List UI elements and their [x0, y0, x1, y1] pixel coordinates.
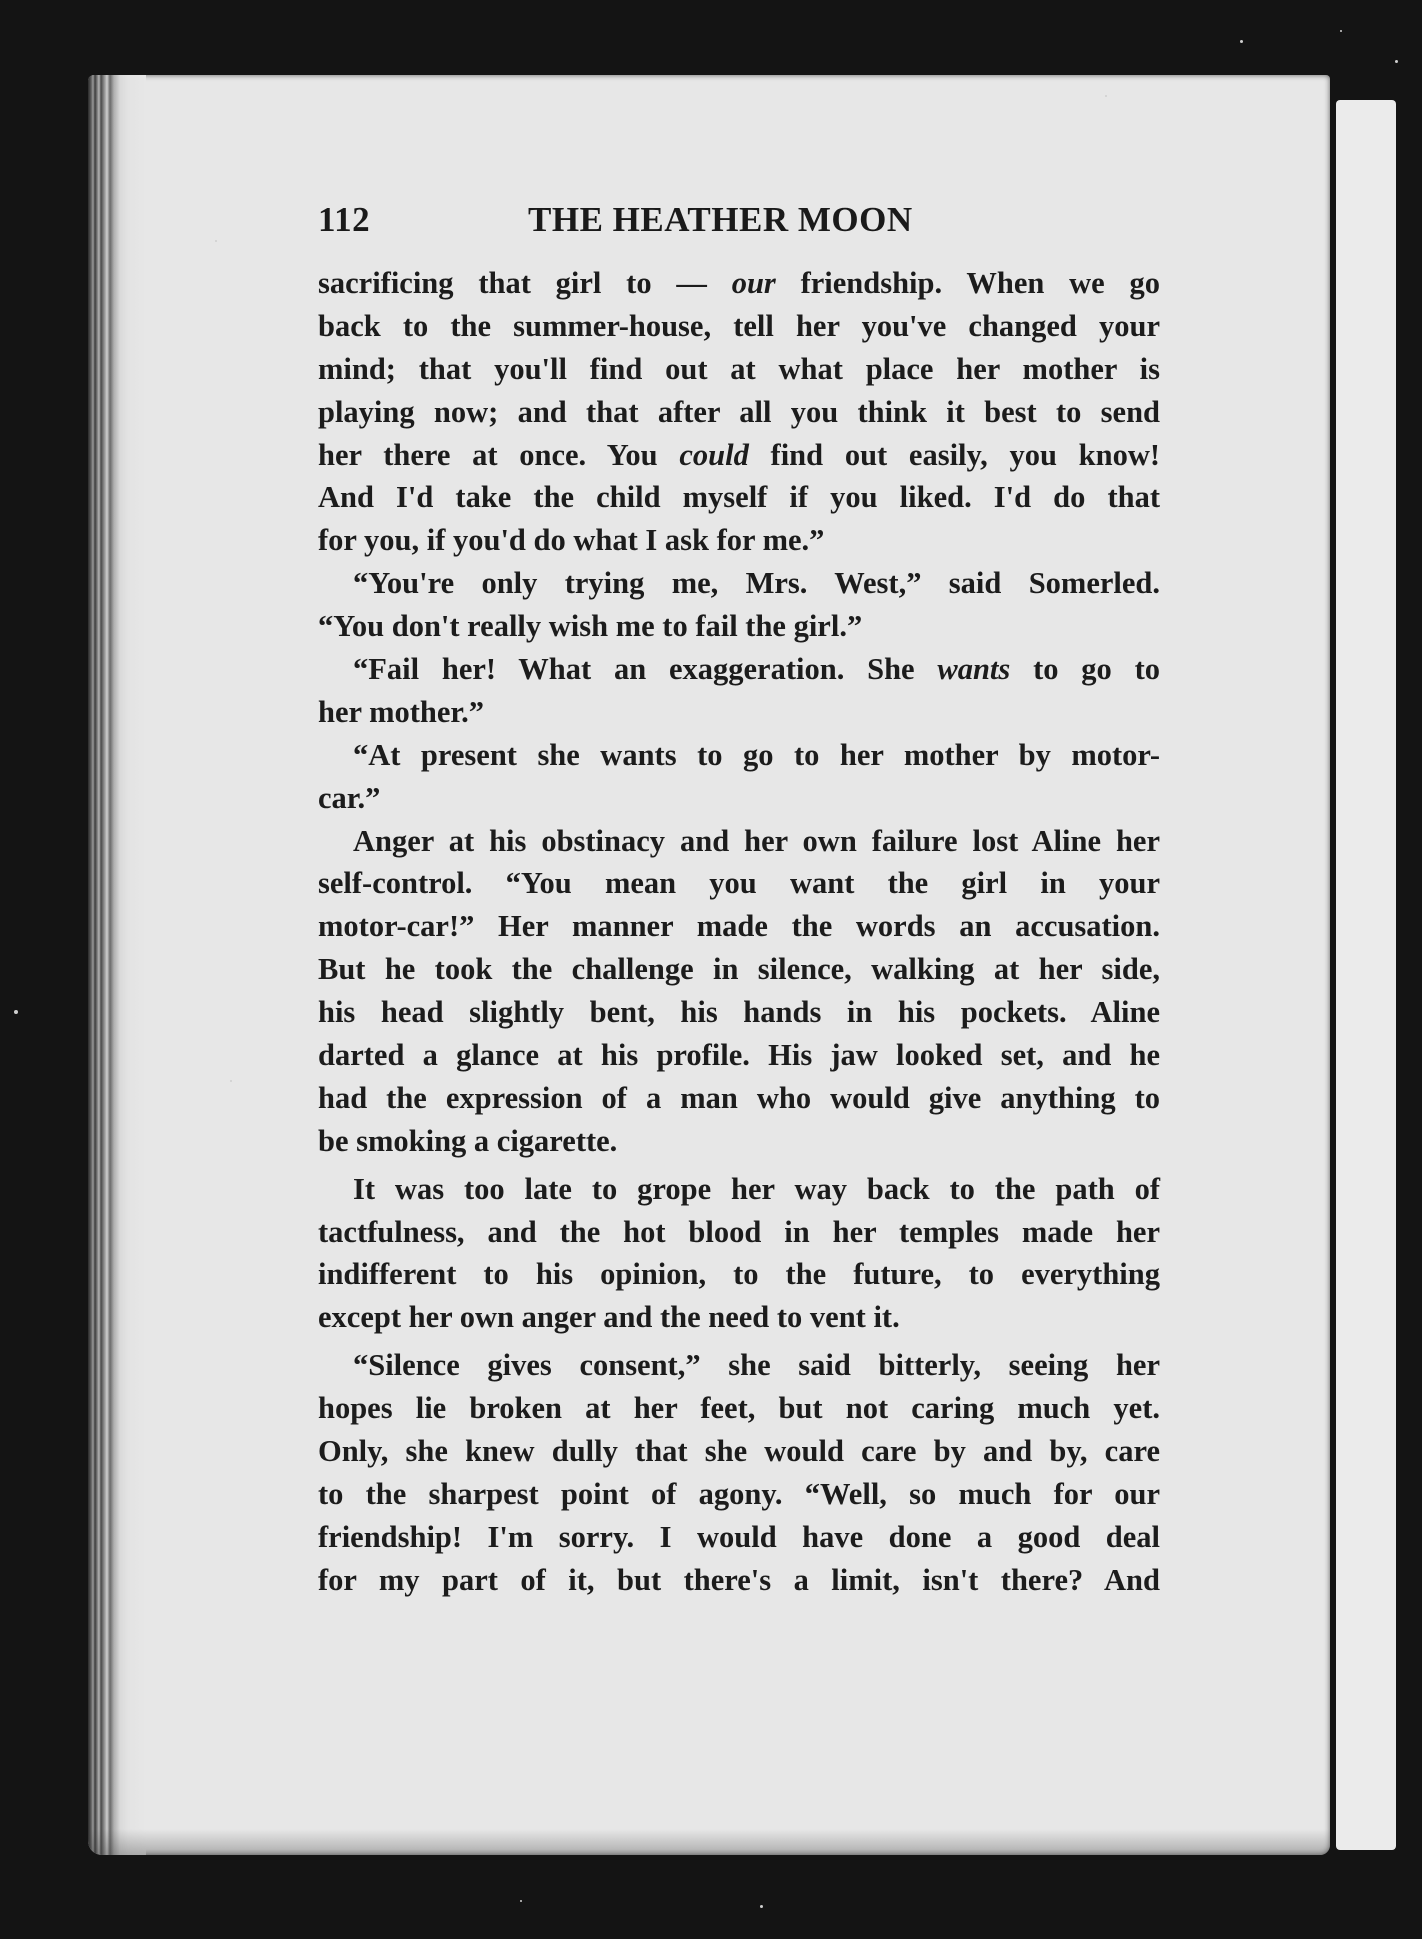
text-run: self-control. “You mean you want the girl in your: [318, 866, 1160, 901]
text-line: [318, 1168, 1160, 1211]
text-run: for my part of it, but there's a limit, isn't there? And: [318, 1562, 1160, 1597]
dust-speck: [14, 1010, 18, 1014]
text-run: playing now; and that after all you think it best to send: [318, 394, 1160, 429]
text-run: “Silence gives consent,” she said bitterly, seeing her: [353, 1348, 1160, 1383]
text-run: “You don't really wish me to fail the girl.”: [318, 609, 863, 644]
text-line: [318, 820, 1160, 863]
text-run: Anger at his obstinacy and her own failure lost Aline her: [353, 823, 1160, 858]
dust-speck: [1105, 95, 1107, 97]
emphasis-text: our: [731, 266, 776, 300]
text-run: her there at once. You: [318, 437, 680, 472]
text-run: his head slightly bent, his hands in his pockets. Aline: [318, 995, 1160, 1030]
dust-speck: [230, 1080, 232, 1082]
text-run: car.”: [318, 780, 381, 815]
dust-speck: [1340, 30, 1342, 32]
text-line: [318, 605, 1160, 648]
text-line: [318, 734, 1160, 777]
dust-speck: [520, 1900, 522, 1902]
text-run: And I'd take the child myself if you liked. I'd do that: [318, 480, 1160, 515]
text-line: [318, 991, 1160, 1034]
text-run: tactfulness, and the hot blood in her temples made her: [318, 1214, 1160, 1249]
text-line: [318, 1473, 1160, 1516]
facing-page-edge: [1336, 100, 1396, 1850]
text-line: [318, 305, 1160, 348]
text-line: [318, 434, 1160, 477]
text-run: “At present she wants to go to her mother by motor-: [353, 737, 1160, 772]
text-line: [318, 648, 1160, 691]
dust-speck: [760, 1905, 763, 1908]
text-line: [318, 691, 1160, 734]
text-run: darted a glance at his profile. His jaw looked set, and he: [318, 1038, 1160, 1073]
text-run: hopes lie broken at her feet, but not caring much yet.: [318, 1391, 1160, 1426]
text-run: But he took the challenge in silence, walking at her side,: [318, 952, 1160, 987]
text-line: [318, 1034, 1160, 1077]
text-run: her mother.”: [318, 694, 485, 729]
text-run: had the expression of a man who would give anything to: [318, 1080, 1160, 1115]
text-line: [318, 348, 1160, 391]
dust-speck: [215, 240, 217, 242]
text-line: [318, 1211, 1160, 1254]
text-run: find out easily, you know!: [748, 437, 1160, 472]
text-run: friendship! I'm sorry. I would have done a good deal: [318, 1519, 1160, 1554]
text-run: motor-car!” Her manner made the words an accusation.: [318, 909, 1160, 944]
text-line: [318, 1253, 1160, 1296]
text-run: Only, she knew dully that she would care by and by, care: [318, 1434, 1160, 1469]
text-line: [318, 562, 1160, 605]
text-run: friendship. When we go: [775, 266, 1160, 300]
text-line: [318, 519, 1160, 562]
body-text: [318, 262, 1160, 1602]
text-line: [318, 476, 1160, 519]
text-line: [318, 862, 1160, 905]
text-line: [318, 1430, 1160, 1473]
text-run: It was too late to grope her way back to the path of: [353, 1171, 1160, 1206]
text-run: mind; that you'll find out at what place her mother is: [318, 351, 1160, 386]
text-run: to go to: [1010, 652, 1160, 687]
text-run: “Fail her! What an exaggeration. She: [353, 652, 938, 687]
text-line: [318, 905, 1160, 948]
emphasis-text: could: [679, 437, 749, 472]
text-run: be smoking a cigarette.: [318, 1123, 618, 1158]
dust-speck: [1395, 60, 1398, 63]
text-line: [318, 1344, 1160, 1387]
text-run: to the sharpest point of agony. “Well, so much for our: [318, 1476, 1160, 1511]
text-run: sacrificing that girl to —: [318, 266, 732, 300]
text-line: [318, 262, 1160, 305]
page-text-block: [318, 200, 1160, 1602]
text-line: [318, 1296, 1160, 1339]
text-line: [318, 777, 1160, 820]
page-bottom-shadow: [88, 1829, 1330, 1855]
text-line: [318, 391, 1160, 434]
running-head: [318, 200, 1160, 252]
text-line: [318, 948, 1160, 991]
text-run: “You're only trying me, Mrs. West,” said Somerled.: [353, 566, 1160, 601]
text-run: indifferent to his opinion, to the future, to everything: [318, 1257, 1160, 1292]
text-line: [318, 1559, 1160, 1602]
text-line: [318, 1120, 1160, 1163]
text-run: except her own anger and the need to vent it.: [318, 1300, 900, 1335]
emphasis-text: wants: [937, 652, 1011, 687]
text-run: for you, if you'd do what I ask for me.”: [318, 523, 825, 558]
text-line: [318, 1387, 1160, 1430]
text-line: [318, 1077, 1160, 1120]
binding-gutter: [88, 75, 146, 1855]
text-line: [318, 1516, 1160, 1559]
running-title: THE HEATHER MOON: [528, 200, 913, 239]
page-number: 112: [318, 200, 371, 239]
dust-speck: [1240, 40, 1243, 43]
text-run: back to the summer-house, tell her you've changed your: [318, 308, 1160, 343]
